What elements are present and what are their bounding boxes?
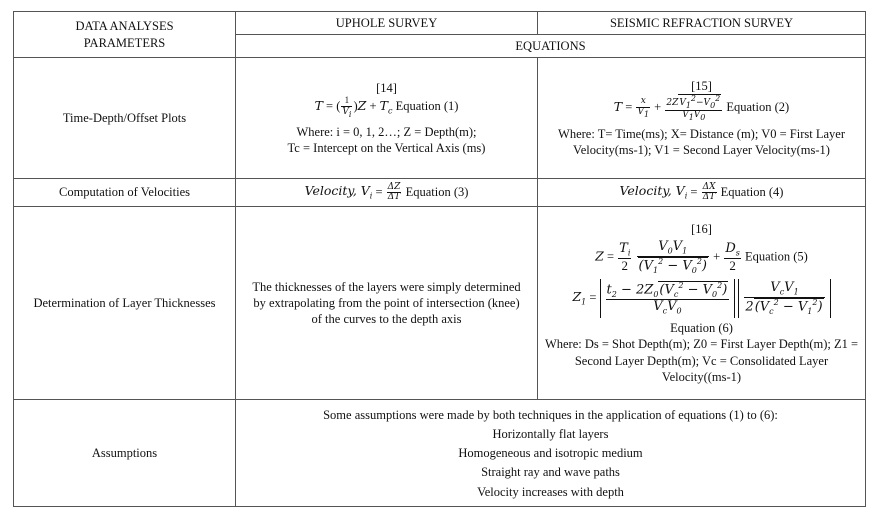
uphole-equation-1: T = ( $\frac{1}{V_i}$ )$Z + T_c$ Equation (1) bbox=[314, 95, 459, 119]
seismic-equation-5: Z = $\frac{T_i}{2}$ $\frac{V_0V_1}{(V_1^2 - V_0^2)}$ + $\frac{D_s}{2}$ Equation (5) bbox=[595, 238, 808, 275]
row-label-velocities: Computation of Velocities bbox=[14, 178, 236, 206]
assumption-item: Straight ray and wave paths bbox=[481, 465, 620, 480]
uphole-eq1-label: Equation (1) bbox=[395, 99, 459, 114]
header-equations: EQUATIONS bbox=[236, 35, 866, 58]
uphole-where: Where: i = 0, 1, 2…; Z = Depth(m); bbox=[296, 124, 477, 139]
row-label-assumptions: Assumptions bbox=[14, 400, 236, 507]
assumption-item: Homogeneous and isotropic medium bbox=[458, 446, 643, 461]
header-uphole: UPHOLE SURVEY bbox=[236, 12, 538, 35]
seismic-where-6: Where: Ds = Shot Depth(m); Z0 = First Layer Depth(m); Z1 = Second Layer Depth(m); Vc = Consolidated Layer Velocity((ms-1) bbox=[544, 337, 859, 384]
seismic-ref-15: [15] bbox=[691, 78, 712, 93]
assumptions-intro: Some assumptions were made by both techniques in the application of equations (1) to (6): bbox=[323, 407, 778, 422]
seismic-eq6-label: Equation (6) bbox=[670, 321, 733, 336]
seismic-ref-16: [16] bbox=[691, 222, 712, 237]
seismic-time-depth-cell bbox=[538, 58, 866, 179]
seismic-eq2-label: Equation (2) bbox=[726, 99, 790, 114]
analysis-table bbox=[13, 11, 866, 507]
seismic-eq4-label: Equation (4) bbox=[720, 184, 784, 199]
assumptions-cell bbox=[236, 400, 866, 507]
uphole-velocity-cell: Velocity, $V_i$ = $\frac{\Delta Z}{\Delta T}$ Equation (3) bbox=[236, 178, 538, 206]
assumption-item: Velocity increases with depth bbox=[477, 484, 624, 499]
seismic-thickness-cell bbox=[538, 207, 866, 400]
uphole-eq3-label: Equation (3) bbox=[405, 184, 469, 199]
uphole-time-depth-cell bbox=[236, 58, 538, 179]
seismic-eq5-label: Equation (5) bbox=[744, 249, 808, 264]
header-parameters: DATA ANALYSES PARAMETERS bbox=[14, 12, 236, 58]
uphole-thickness-cell: The thicknesses of the layers were simply determined by extrapolating from the point of intersection (knee) of the curves to the depth axis bbox=[236, 207, 538, 400]
seismic-where-2: Where: T= Time(ms); X= Distance (m); V0 = First Layer Velocity(ms-1); V1 = Second Layer Velocity(ms-1) bbox=[558, 127, 845, 158]
uphole-ref: [14] bbox=[376, 80, 397, 95]
assumption-item: Horizontally flat layers bbox=[492, 426, 609, 441]
row-label-time-depth: Time-Depth/Offset Plots bbox=[14, 58, 236, 179]
seismic-equation-2: T = $\frac{x}{V_1}$ + $\frac{2ZV_1^2-V_0^2}{V_1V_0}$ Equation (2) bbox=[613, 93, 790, 122]
seismic-equation-6: $Z_1$ = $\frac{t_2 - 2Z_0(V_c^2 - V_0^2)}{V_cV_0}$ $\frac{V_cV_1}{2(V_c^2 - V_1^2)}$ bbox=[542, 279, 861, 318]
row-label-thickness: Determination of Layer Thicknesses bbox=[14, 207, 236, 400]
header-seismic: SEISMIC REFRACTION SURVEY bbox=[538, 12, 866, 35]
seismic-velocity-cell: Velocity, $V_i$ = $\frac{\Delta X}{\Delta T}$ Equation (4) bbox=[538, 178, 866, 206]
uphole-tc: Tc = Intercept on the Vertical Axis (ms) bbox=[287, 141, 486, 156]
